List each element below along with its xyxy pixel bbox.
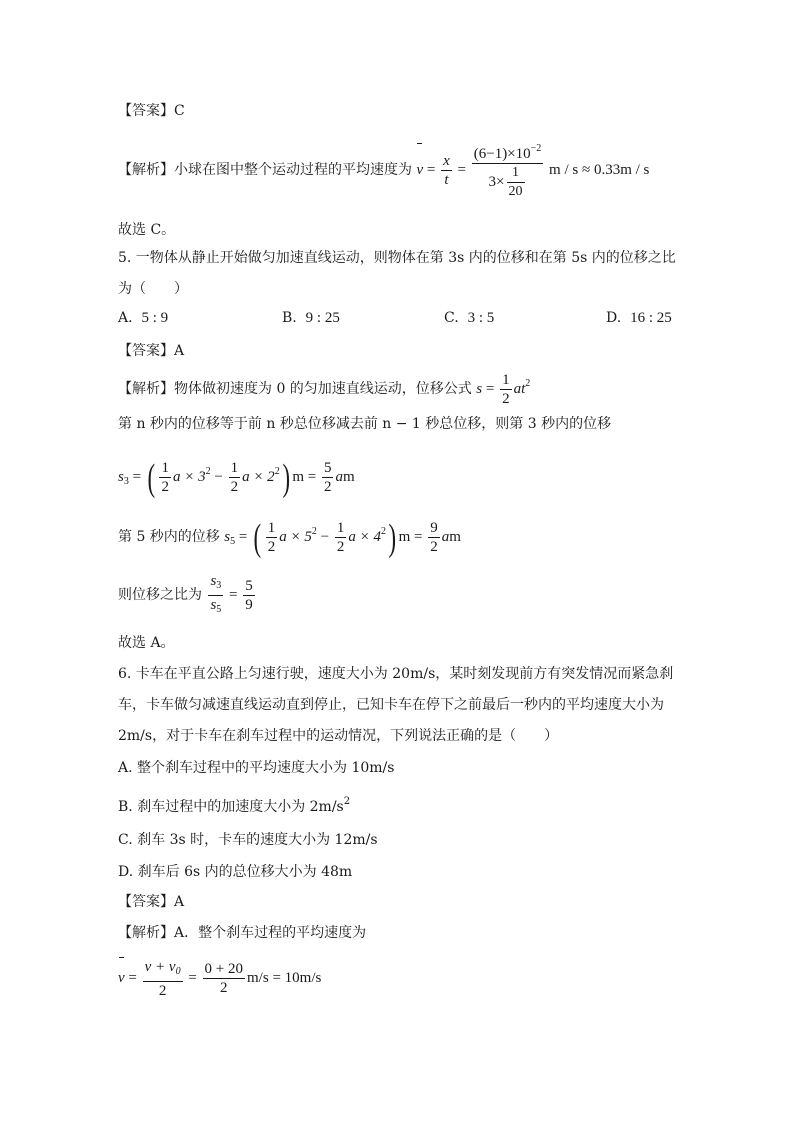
answer-tag: 【答案】: [118, 894, 174, 910]
analysis-tag: 【解析】: [118, 161, 174, 178]
answer-tag: 【答案】: [118, 103, 174, 119]
q5-option-b: B. 9 : 25: [282, 310, 340, 326]
q5-option-c: C. 3 : 5: [444, 310, 495, 326]
q6-stem-line2: 车，卡车做匀减速直线运动直到停止，已知卡车在停下之前最后一秒内的平均速度大小为: [118, 697, 664, 713]
q5-option-a: A. 5 : 9: [118, 310, 169, 326]
q6-option-b: B. 刹车过程中的加速度大小为 $2m/s^2$: [118, 796, 351, 815]
q6-stem-line3: 2m/s，对于卡车在刹车过程中的运动情况，下列说法正确的是（ ）: [118, 728, 559, 744]
answer-value: C: [174, 103, 185, 119]
s3-formula: $s_3$ = ( $\frac{1}{2}$ $a \times 3^2$ − $\frac{1}{2}$ $a \times 2^2$) m = $\frac{5}{2}$ am: [118, 456, 355, 499]
avg-speed-formula: v = $\frac{v + v_0}{2}$ = $\frac{0 + 20}{2}$ m/s = 10m/s: [118, 956, 321, 1000]
analysis-text: A．整个刹车过程的平均速度为: [174, 925, 367, 941]
ratio-line: 则位移之比为 $\frac{s_3}{s_5}$ = $\frac{5}{9}$: [118, 573, 253, 615]
q5-stem-line1: 5. 一物体从静止开始做匀加速直线运动，则物体在第 3s 内的位移和在第 5s 内的位移之比: [118, 250, 676, 266]
q6-analysis: [118, 923, 366, 943]
analysis-text: 小球在图中整个运动过程的平均速度为: [174, 161, 412, 178]
avg-velocity-formula: v = $\frac{x}{t}$ = $(6-1)\times 10^{-2}$ 3× $\frac{1}{20}$ m / s ≈ 0.33m / s: [416, 162, 649, 178]
q4-answer: [118, 101, 185, 121]
q5-line-n: 第 n 秒内的位移等于前 n 秒总位移减去前 n − 1 秒总位移，则第 3 秒内的位移: [118, 416, 612, 432]
q5-conclusion: 故选 A。: [118, 635, 175, 651]
q5-stem-line2: 为（ ）: [118, 281, 188, 297]
q5-answer: [118, 341, 184, 361]
answer-tag: 【答案】: [118, 343, 174, 359]
q5-option-d: D. 16 : 25: [606, 310, 672, 326]
answer-value: A: [174, 894, 185, 910]
q6-option-c: C. 刹车 3s 时，卡车的速度大小为 12m/s: [118, 832, 378, 848]
answer-value: A: [174, 343, 185, 359]
q6-stem-line1: 6. 卡车在平直公路上匀速行驶，速度大小为 20m/s，某时刻发现前方有突发情况而紧急刹: [118, 666, 674, 682]
q6-option-a: A. 整个刹车过程中的平均速度大小为 10m/s: [118, 760, 395, 776]
q5-analysis: [118, 364, 530, 409]
q4-analysis: [118, 140, 649, 201]
analysis-tag: 【解析】: [118, 925, 174, 941]
s5-formula: 第 5 秒内的位移 $s_5$ = ( $\frac{1}{2}$ $a \times 5^2$ − $\frac{1}{2}$ $a \times 4^2$) m = $\frac{9}{2}$ am: [118, 516, 461, 559]
analysis-tag: 【解析】: [118, 381, 174, 397]
q4-conclusion: 故选 C。: [118, 222, 176, 238]
q6-option-d: D. 刹车后 6s 内的总位移大小为 48m: [118, 864, 353, 880]
q6-answer: [118, 892, 184, 912]
displacement-formula: s = $\frac{1}{2}$ $at^2$: [476, 372, 531, 408]
analysis-text: 物体做初速度为 0 的匀加速直线运动，位移公式: [174, 381, 472, 397]
